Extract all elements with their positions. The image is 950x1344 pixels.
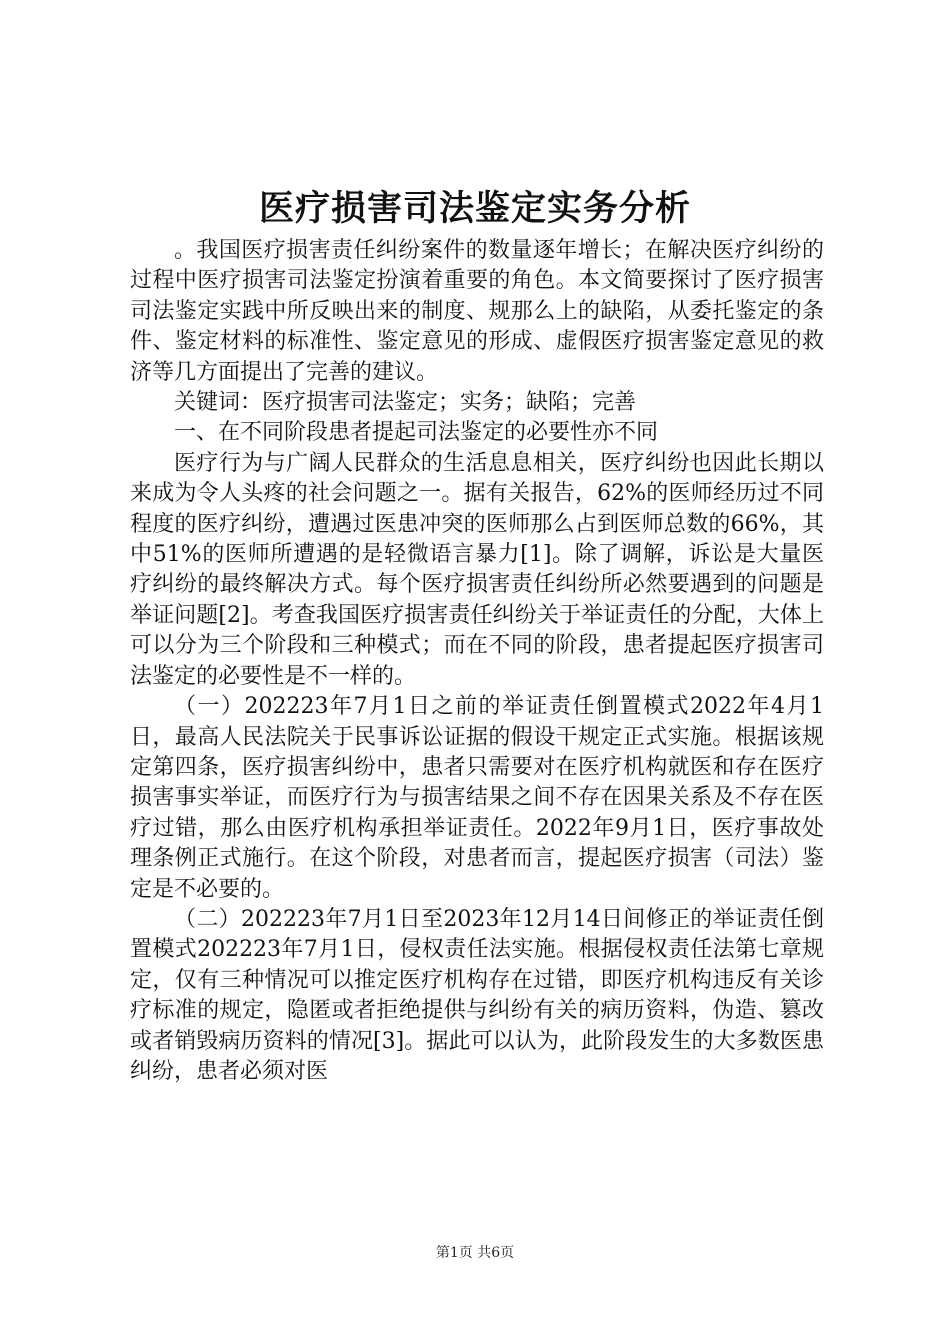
section-heading-1: 一、在不同阶段患者提起司法鉴定的必要性亦不同 bbox=[174, 420, 659, 446]
abstract-paragraph: 。我国医疗损害责任纠纷案件的数量逐年增长；在解决医疗纠纷的过程中医疗损害司法鉴定扮演着重要的角色。本文简要探讨了医疗损害司法鉴定实践中所反映出来的制度、规那么上的缺陷，从委托鉴定的条件、鉴定材料的标准性、鉴定意见的形成、虚假医疗损害鉴定意见的救济等几方面提出了完善的建议。 bbox=[130, 238, 824, 385]
body-paragraph-1: 医疗行为与广阔人民群众的生活息息相关，医疗纠纷也因此长期以来成为令人头疼的社会问题之一。据有关报告，62%的医师经历过不同程度的医疗纠纷，遭遇过医患冲突的医师那么占到医师总数的66%，其中51%的医师所遭遇的是轻微语言暴力[1]。除了调解，诉讼是大量医疗纠纷的最终解决方式。每个医疗损害责任纠纷所必然要遇到的问题是举证问题[2]。考查我国医疗损害责任纠纷关于举证责任的分配，大体上可以分为三个阶段和三种模式；而在不同的阶段，患者提起医疗损害司法鉴定的必要性是不一样的。 bbox=[130, 450, 824, 689]
document-title: 医疗损害司法鉴定实务分析 bbox=[258, 188, 691, 229]
body-paragraph-3: （二）202223年7月1日至2023年12月14日间修正的举证责任倒置模式202223年7月1日，侵权责任法实施。根据侵权责任法第七章规定，仅有三种情况可以推定医疗机构存在过错，即医疗机构违反有关诊疗标准的规定，隐匿或者拒绝提供与纠纷有关的病历资料，伪造、篡改或者销毁病历资料的情况[3]。据此可以认为，此阶段发生的大多数医患纠纷，患者必须对医 bbox=[130, 906, 824, 1084]
keywords-paragraph: 关键词：医疗损害司法鉴定；实务；缺陷；完善 bbox=[174, 390, 637, 416]
body-paragraph-2: （一）202223年7月1日之前的举证责任倒置模式2022年4月1日，最高人民法院关于民事诉讼证据的假设干规定正式实施。根据该规定第四条，医疗损害纠纷中，患者只需要对在医疗机构就医和存在医疗损害事实举证，而医疗行为与损害结果之间不存在因果关系及不存在医疗过错，那么由医疗机构承担举证责任。2022年9月1日，医疗事故处理条例正式施行。在这个阶段，对患者而言，提起医疗损害（司法）鉴定是不必要的。 bbox=[130, 694, 824, 902]
document-body bbox=[130, 236, 824, 1087]
page-footer: 第1页 共6页 bbox=[435, 1245, 515, 1261]
